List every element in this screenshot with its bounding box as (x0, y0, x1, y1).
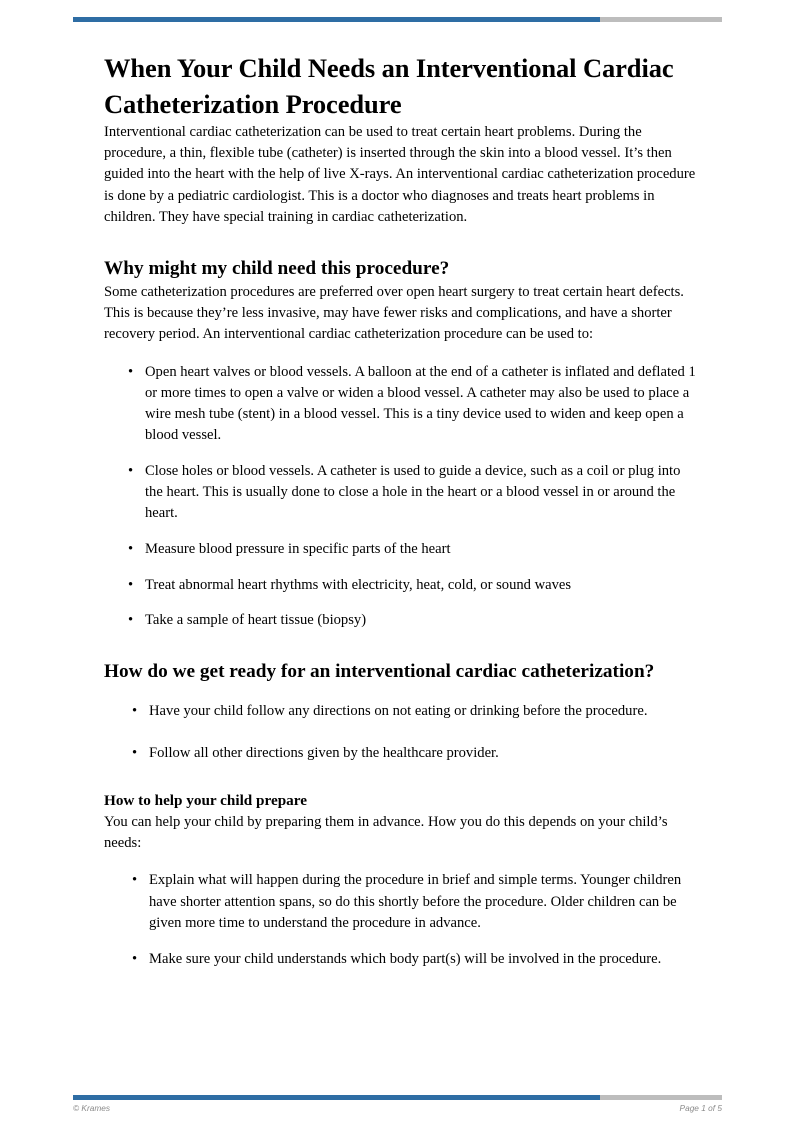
header-rule-blue-segment (73, 17, 600, 22)
bullet-icon: • (128, 612, 134, 629)
header-rule-grey-segment (600, 17, 722, 22)
section-paragraph-why: Some catheterization procedures are preferred over open heart surgery to treat certain heart defects. This is because they’re less invasive, may have fewer risks and complications, and have a shorter recovery period. An interventional cardiac catheterization procedure can be used to: (104, 284, 684, 343)
prepare-bullet-list (104, 870, 700, 969)
list-item-text: Close holes or blood vessels. A catheter is used to guide a device, such as a coil or plug into the heart. This is usually done to close a hole in the heart or a blood vessel in or around the heart. (145, 462, 681, 522)
bullet-icon: • (128, 576, 134, 593)
document-content (104, 50, 700, 970)
list-item-text: Take a sample of heart tissue (biopsy) (145, 612, 367, 629)
subsection-heading-prepare: How to help your child prepare (104, 792, 307, 810)
ready-bullet-list (104, 701, 700, 764)
header-rule (73, 17, 722, 22)
section-heading-ready: How do we get ready for an interventional cardiac catheterization? (104, 660, 655, 682)
page-title: When Your Child Needs an Interventional Cardiac Catheterization Procedure (104, 53, 674, 119)
bullet-icon: • (128, 462, 134, 479)
intro-paragraph: Interventional cardiac catheterization can be used to treat certain heart problems. During the procedure, a thin, flexible tube (catheter) is inserted through the skin into a blood vessel. It’s then guided into the heart with the help of live X-rays. An interventional cardiac catheterization procedure is done by a pediatric cardiologist. This is a doctor who diagnoses and treats heart problems in children. They have special training in cardiac catheterization. (104, 124, 696, 225)
section-heading-why: Why might my child need this procedure? (104, 258, 450, 280)
page-footer (73, 1103, 722, 1117)
footer-rule (73, 1095, 722, 1100)
subsection-paragraph-prepare: You can help your child by preparing them in advance. How you do this depends on your child’s needs: (104, 814, 668, 852)
list-item-text: Have your child follow any directions on not eating or drinking before the procedure. (149, 702, 648, 719)
list-item-text: Measure blood pressure in specific parts of the heart (145, 541, 451, 558)
bullet-icon: • (132, 872, 138, 889)
list-item (104, 870, 700, 934)
list-item-text: Explain what will happen during the procedure in brief and simple terms. Younger children have shorter attention spans, so do this shortly before the procedure. Older children can be given more time to understand the procedure in advance. (149, 872, 682, 931)
bullet-icon: • (128, 541, 134, 558)
bullet-icon: • (132, 744, 138, 761)
list-item (104, 701, 700, 722)
list-item (104, 362, 700, 447)
list-item (104, 575, 700, 596)
why-bullet-list (104, 362, 700, 632)
footer-page-number: Page 1 of 5 (679, 1103, 722, 1113)
list-item-text: Make sure your child understands which body part(s) will be involved in the procedure. (149, 950, 662, 967)
bullet-icon: • (132, 702, 138, 719)
list-item-text: Open heart valves or blood vessels. A balloon at the end of a catheter is inflated and deflated 1 or more times to open a valve or widen a blood vessel. A catheter may also be used to place a wire mesh tube (stent) in a blood vessel. This is a tiny device used to widen and keep open a blood vessel. (145, 363, 696, 444)
bullet-icon: • (132, 950, 138, 967)
footer-copyright: © Krames (73, 1103, 111, 1113)
list-item (104, 743, 700, 764)
list-item-text: Treat abnormal heart rhythms with electricity, heat, cold, or sound waves (145, 576, 572, 593)
list-item (104, 949, 700, 970)
footer-rule-grey-segment (600, 1095, 722, 1100)
list-item-text: Follow all other directions given by the healthcare provider. (149, 744, 499, 761)
list-item (104, 461, 700, 525)
list-item (104, 539, 700, 560)
footer-rule-blue-segment (73, 1095, 600, 1100)
bullet-icon: • (128, 363, 134, 380)
list-item (104, 610, 700, 631)
